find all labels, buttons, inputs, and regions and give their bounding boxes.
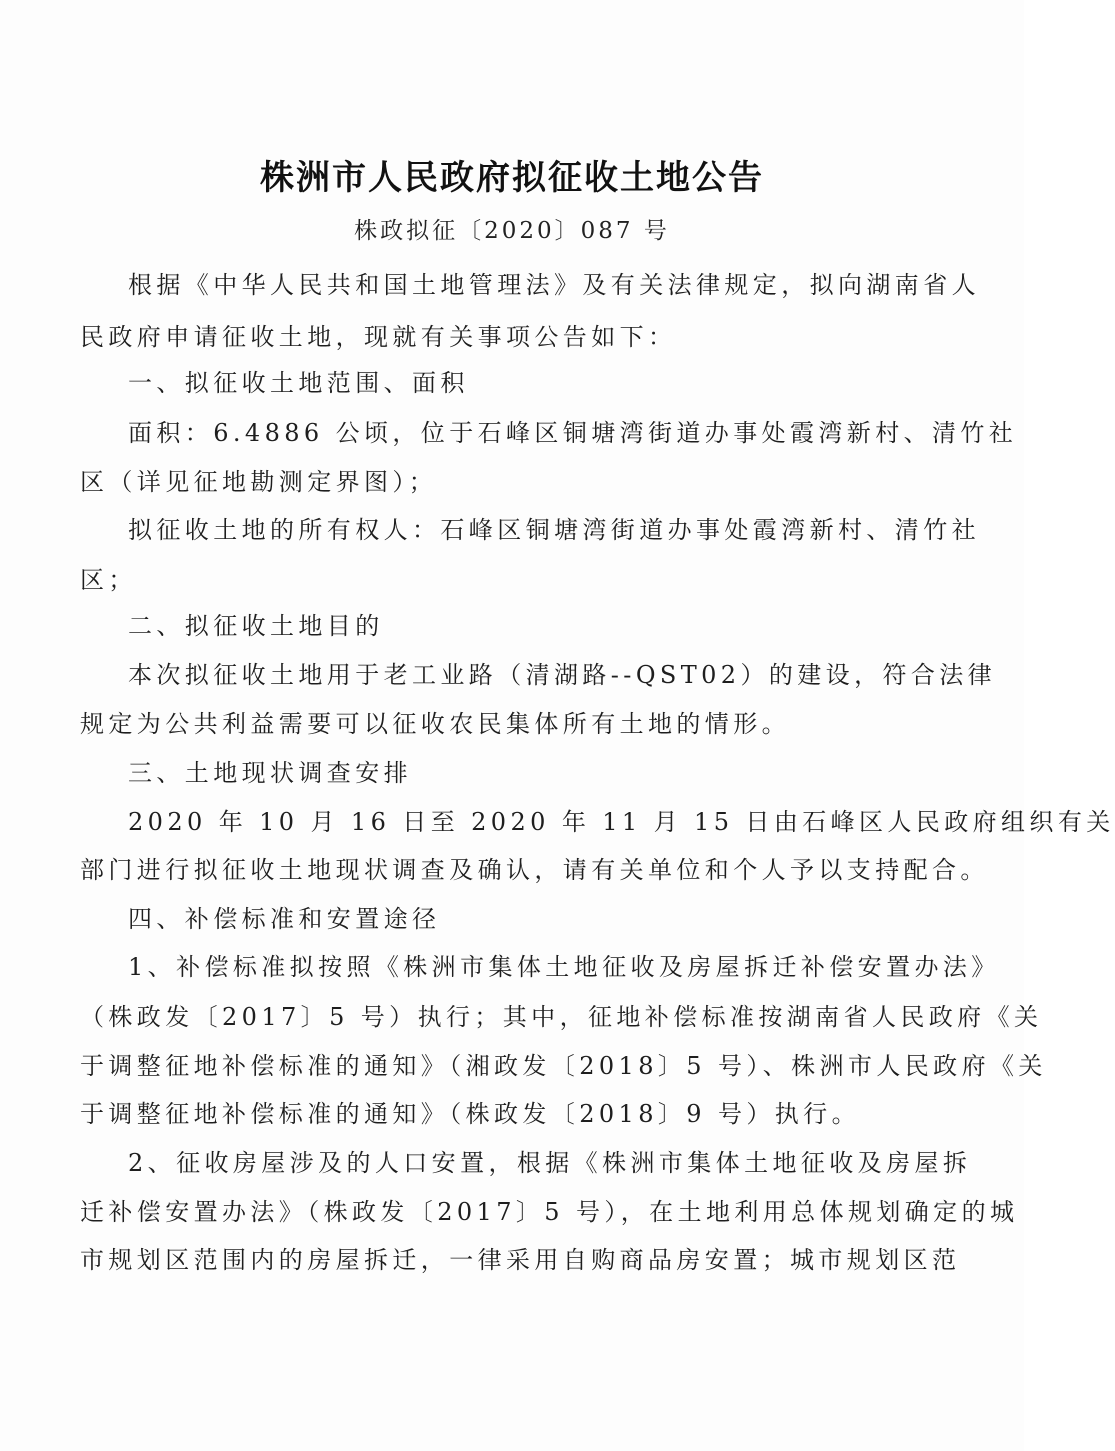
paragraph-line: 区（详见征地勘测定界图）； bbox=[80, 468, 438, 496]
paragraph-line: 市规划区范围内的房屋拆迁，一律采用自购商品房安置；城市规划区范 bbox=[80, 1246, 961, 1274]
section-heading-2: 二、拟征收土地目的 bbox=[128, 612, 384, 640]
document-title: 株洲市人民政府拟征收土地公告 bbox=[260, 158, 764, 198]
paragraph-line: 规定为公共利益需要可以征收农民集体所有土地的情形。 bbox=[80, 710, 790, 738]
paragraph-line: 部门进行拟征收土地现状调查及确认，请有关单位和个人予以支持配合。 bbox=[80, 856, 989, 884]
section-heading-4: 四、补偿标准和安置途径 bbox=[128, 905, 441, 933]
document-number: 株政拟征〔2020〕087 号 bbox=[354, 218, 670, 244]
section-heading-3: 三、土地现状调查安排 bbox=[128, 759, 412, 787]
paragraph-line: 2020 年 10 月 16 日至 2020 年 11 月 15 日由石峰区人民政府组织有关 bbox=[128, 808, 1115, 836]
paragraph-line: 于调整征地补偿标准的通知》（株政发〔2018〕9 号）执行。 bbox=[80, 1100, 860, 1128]
paragraph-line: 面积：6.4886 公顷，位于石峰区铜塘湾街道办事处霞湾新村、清竹社 bbox=[128, 419, 1018, 447]
paragraph-line: 根据《中华人民共和国土地管理法》及有关法律规定，拟向湖南省人 bbox=[128, 271, 980, 299]
paragraph-line: 2、征收房屋涉及的人口安置，根据《株洲市集体土地征收及房屋拆 bbox=[128, 1149, 972, 1177]
section-heading-1: 一、拟征收土地范围、面积 bbox=[128, 369, 469, 397]
paragraph-line: （株政发〔2017〕5 号）执行；其中，征地补偿标准按湖南省人民政府《关 bbox=[80, 1003, 1043, 1031]
paragraph-line: 于调整征地补偿标准的通知》（湘政发〔2018〕5 号）、株洲市人民政府《关 bbox=[80, 1052, 1047, 1080]
paragraph-line: 本次拟征收土地用于老工业路（清湖路--QST02）的建设，符合法律 bbox=[128, 661, 997, 689]
paragraph-line: 区； bbox=[80, 566, 137, 594]
paragraph-line: 拟征收土地的所有权人：石峰区铜塘湾街道办事处霞湾新村、清竹社 bbox=[128, 516, 980, 544]
paragraph-line: 1、补偿标准拟按照《株洲市集体土地征收及房屋拆迁补偿安置办法》 bbox=[128, 953, 1000, 981]
paragraph-line: 民政府申请征收土地，现就有关事项公告如下： bbox=[80, 323, 677, 351]
paragraph-line: 迁补偿安置办法》（株政发〔2017〕5 号），在土地利用总体规划确定的城 bbox=[80, 1198, 1019, 1226]
